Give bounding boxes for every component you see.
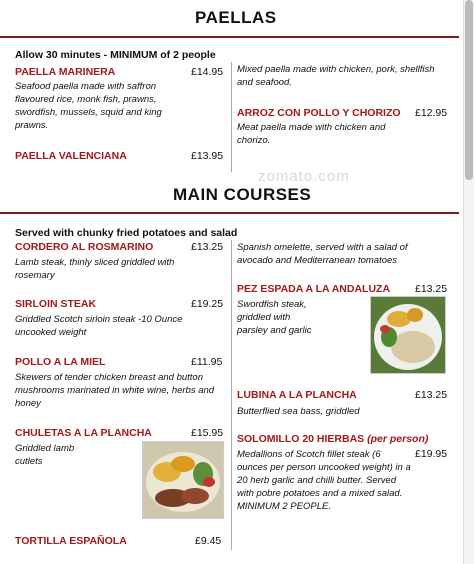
dish-price: £15.95 (191, 427, 224, 439)
dish-description: Lamb steak, thinly sliced griddled with rosemary (15, 257, 175, 281)
dish-price: £14.95 (191, 66, 224, 78)
column-divider (231, 240, 232, 550)
dish-price: £13.95 (191, 150, 224, 162)
dish-name: ARROZ CON POLLO Y CHORIZO (237, 107, 401, 119)
watermark: zomato.com (258, 168, 350, 185)
dish-name: POLLO A LA MIEL (15, 356, 106, 368)
paellas-heading: PAELLAS (195, 8, 277, 27)
dish-name (237, 433, 428, 445)
dish-description: Griddled lamb cutlets (15, 443, 75, 467)
dish-price: £19.95 (415, 448, 448, 460)
scrollbar[interactable] (463, 0, 474, 564)
main-courses-heading: MAIN COURSES (173, 185, 312, 204)
dish-description: Seafood paella made with saffron flavoured rice, monk fish, prawns, swordfish, mussels, squid and king prawns. (15, 81, 162, 131)
dish-description: Swordfish steak, griddled with parsley and garlic (237, 299, 312, 336)
dish-name-text: SOLOMILLO 20 HIERBAS (237, 433, 365, 445)
dish-name: CORDERO AL ROSMARINO (15, 241, 154, 253)
scrollbar-thumb[interactable] (465, 0, 473, 180)
dish-name: CHULETAS A LA PLANCHA (15, 427, 152, 439)
column-divider (231, 62, 232, 172)
dish-name: PAELLA VALENCIANA (15, 150, 127, 162)
dish-description: Spanish omelette, served with a salad of avocado and Mediterranean tomatoes (237, 242, 408, 266)
dish-price: £13.25 (191, 241, 224, 253)
dish-name: TORTILLA ESPAÑOLA (15, 535, 127, 547)
divider (0, 36, 459, 38)
swordfish-photo (370, 296, 446, 374)
dish-description: Griddled Scotch sirloin steak -10 Ounce uncooked weight (15, 314, 183, 338)
dish-price: £9.45 (195, 535, 222, 547)
paellas-note: Allow 30 minutes - MINIMUM of 2 people (15, 49, 216, 61)
lamb-cutlets-photo (142, 441, 224, 519)
dish-price: £13.25 (415, 389, 448, 401)
dish-name-suffix: (per person) (367, 433, 429, 445)
dish-price: £19.25 (191, 298, 224, 310)
dish-price: £12.95 (415, 107, 448, 119)
dish-name: SIRLOIN STEAK (15, 298, 97, 310)
main-note: Served with chunky fried potatoes and salad (15, 227, 238, 239)
dish-name: PAELLA MARINERA (15, 66, 116, 78)
dish-price: £11.95 (191, 356, 223, 368)
dish-description: Skewers of tender chicken breast and button mushrooms marinated in white wine, herbs and honey (15, 372, 215, 409)
divider (0, 212, 459, 214)
dish-price: £13.25 (415, 283, 448, 295)
dish-name: LUBINA A LA PLANCHA (237, 389, 357, 401)
dish-description: Meat paella made with chicken and chorizo. (237, 122, 386, 146)
dish-name: PEZ ESPADA A LA ANDALUZA (237, 283, 391, 295)
dish-description: Mixed paella made with chicken, pork, shellfish and seafood. (237, 64, 435, 88)
dish-description: Butterflied sea bass, griddled (237, 406, 360, 417)
dish-description: Medallions of Scotch fillet steak (6 ounces per person uncooked weight) in a 20 herb garlic and chilli butter. Served with pobre potatoes and a mixed salad. MINIMUM 2 PEOPLE. (237, 449, 411, 512)
